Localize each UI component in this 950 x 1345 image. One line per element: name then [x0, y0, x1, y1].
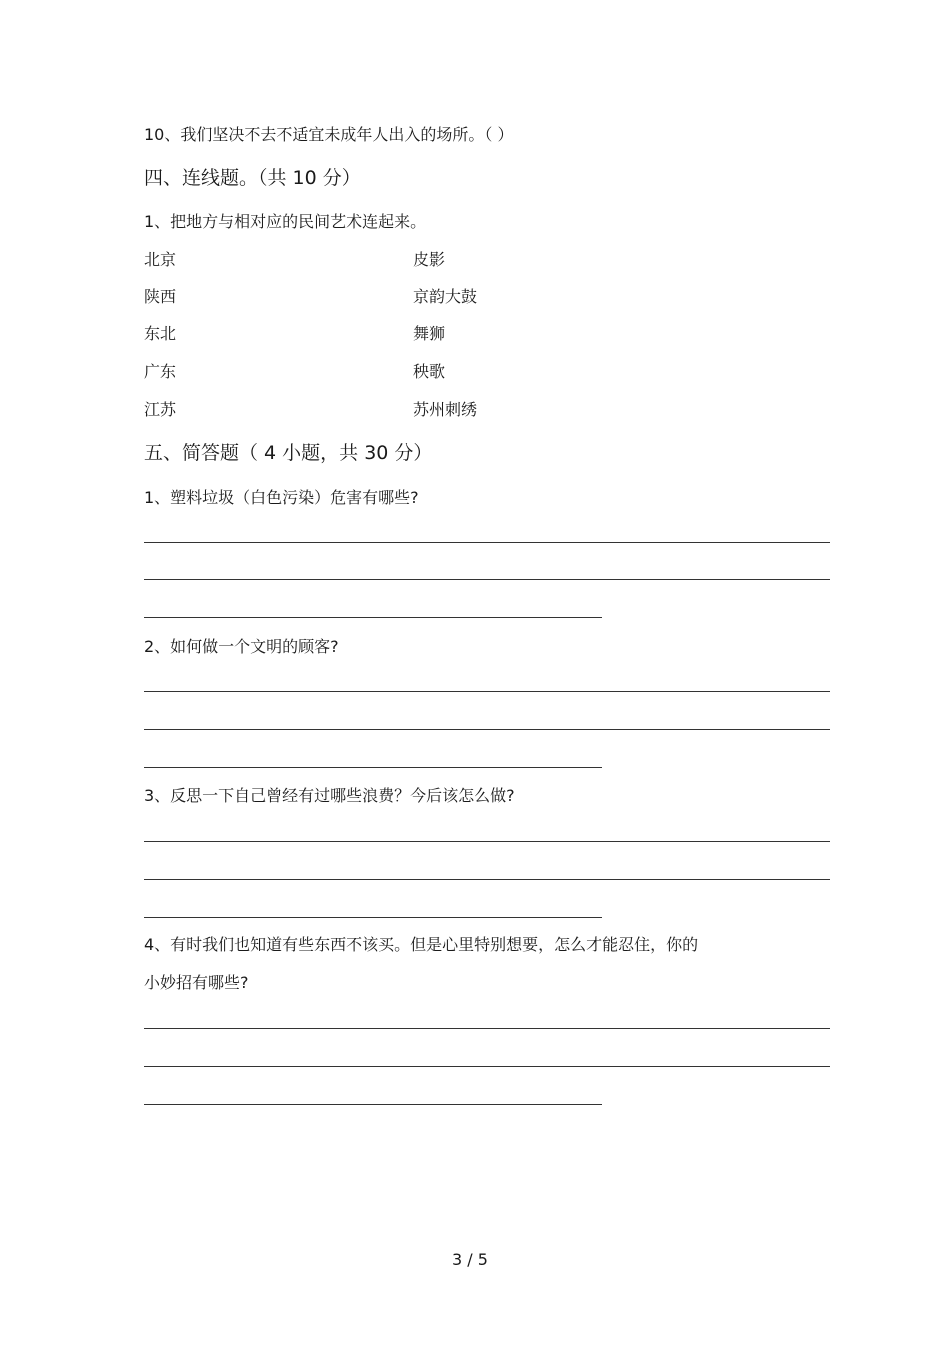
true-false-item-10: 10、我们坚决不去不适宜未成年人出入的场所。（ ）	[144, 125, 514, 144]
answer-line	[144, 1066, 830, 1067]
answer-line	[144, 617, 602, 618]
short-answer-question-4: 4、有时我们也知道有些东西不该买。但是心里特别想要，怎么才能忍住，你的	[144, 935, 699, 954]
section-5-heading: 五、简答题（ 4 小题，共 30 分）	[144, 442, 433, 464]
answer-line	[144, 879, 830, 880]
answer-line	[144, 729, 830, 730]
answer-line	[144, 1104, 602, 1105]
answer-line	[144, 542, 830, 543]
art-item: 舞狮	[413, 324, 446, 343]
short-answer-question-3: 3、反思一下自己曾经有过哪些浪费？今后该怎么做?	[144, 786, 515, 805]
art-item: 秧歌	[413, 362, 446, 381]
place-item: 东北	[144, 324, 177, 343]
answer-line	[144, 691, 830, 692]
short-answer-question-1: 1、塑料垃圾（白色污染）危害有哪些?	[144, 488, 419, 507]
section-4-heading: 四、连线题。（共 10 分）	[144, 167, 361, 189]
answer-line	[144, 579, 830, 580]
short-answer-question-4-continued: 小妙招有哪些?	[144, 973, 249, 992]
art-item: 苏州刺绣	[413, 400, 478, 419]
answer-line	[144, 1028, 830, 1029]
place-item: 陕西	[144, 287, 177, 306]
place-item: 北京	[144, 250, 177, 269]
art-item: 京韵大鼓	[413, 287, 478, 306]
short-answer-question-2: 2、如何做一个文明的顾客?	[144, 637, 339, 656]
answer-line	[144, 767, 602, 768]
place-item: 广东	[144, 362, 177, 381]
matching-question: 1、把地方与相对应的民间艺术连起来。	[144, 212, 427, 231]
art-item: 皮影	[413, 250, 446, 269]
place-item: 江苏	[144, 400, 177, 419]
page-number: 3 / 5	[452, 1250, 488, 1269]
answer-line	[144, 841, 830, 842]
answer-line	[144, 917, 602, 918]
